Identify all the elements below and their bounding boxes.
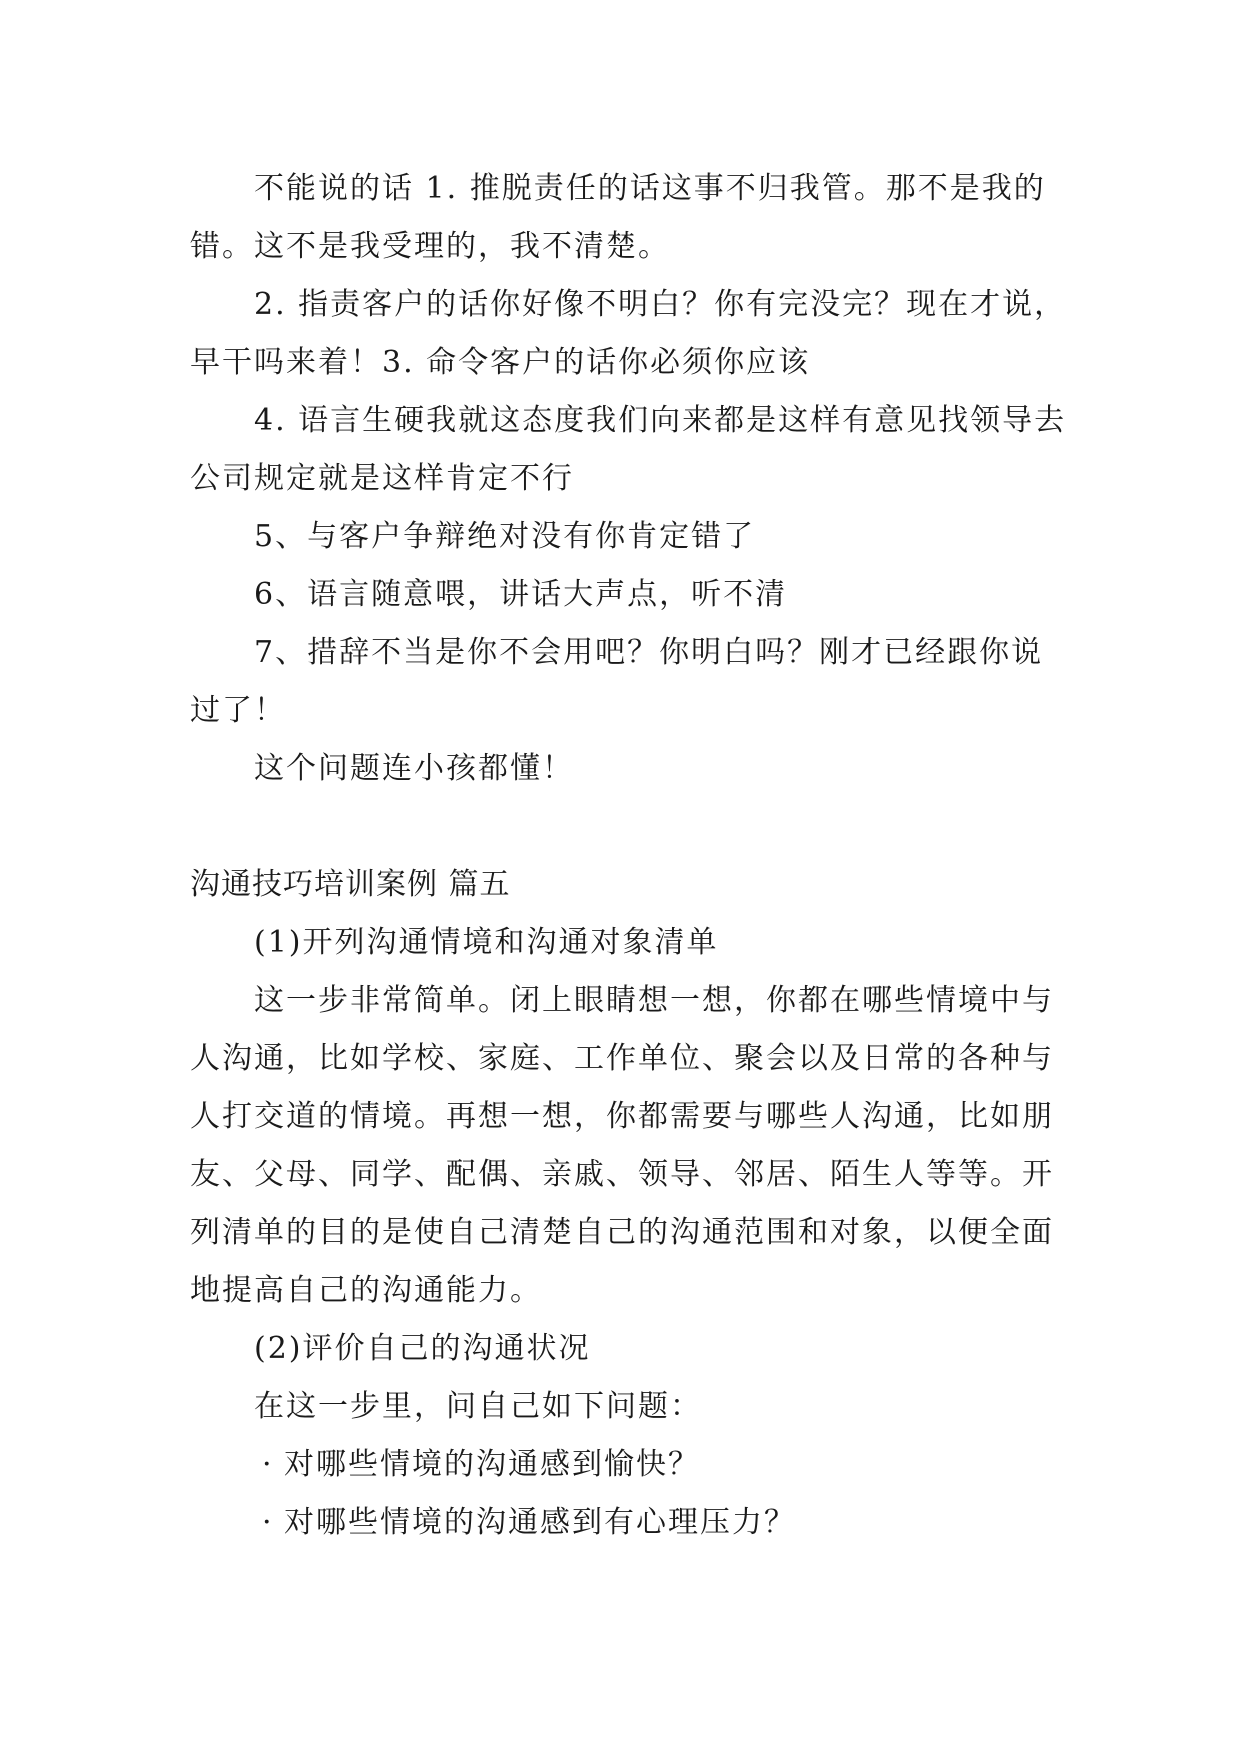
list-item: [190, 1436, 1070, 1494]
paragraph: 6、语言随意喂，讲话大声点，听不清: [254, 577, 788, 612]
paragraph: (1)开列沟通情境和沟通对象清单: [254, 925, 719, 960]
paragraph: 不能说的话 1. 推脱责任的话这事不归我管。那不是我的错。这不是我受理的，我不清楚。: [190, 171, 1046, 264]
paragraph: 7、措辞不当是你不会用吧？你明白吗？刚才已经跟你说过了！: [190, 635, 1044, 728]
document-body: [190, 160, 1070, 1552]
list-item-text: 对哪些情境的沟通感到愉快？: [284, 1447, 700, 1482]
paragraph: 这一步非常简单。闭上眼睛想一想，你都在哪些情境中与人沟通，比如学校、家庭、工作单位、聚会以及日常的各种与人打交道的情境。再想一想，你都需要与哪些人沟通，比如朋友、父母、同学、配偶、亲戚、领导、邻居、陌生人等等。开列清单的目的是使自己清楚自己的沟通范围和对象，以便全面地提高自己的沟通能力。: [190, 983, 1054, 1308]
list-item-text: 对哪些情境的沟通感到有心理压力？: [284, 1505, 796, 1540]
paragraph: 5、与客户争辩绝对没有你肯定错了: [254, 519, 756, 554]
section-heading: 沟通技巧培训案例 篇五: [190, 867, 511, 902]
bullet-icon: ·: [262, 1447, 274, 1482]
list-item: [190, 1494, 1070, 1552]
paragraph: (2)评价自己的沟通状况: [254, 1331, 591, 1366]
bullet-icon: ·: [262, 1505, 274, 1540]
paragraph: 在这一步里，问自己如下问题：: [254, 1389, 702, 1424]
paragraph: 4. 语言生硬我就这态度我们向来都是这样有意见找领导去公司规定就是这样肯定不行: [190, 403, 1067, 496]
paragraph: 2. 指责客户的话你好像不明白？你有完没完？现在才说，早干吗来着！3. 命令客户的话你必须你应该: [190, 287, 1067, 380]
paragraph: 这个问题连小孩都懂！: [254, 751, 574, 786]
